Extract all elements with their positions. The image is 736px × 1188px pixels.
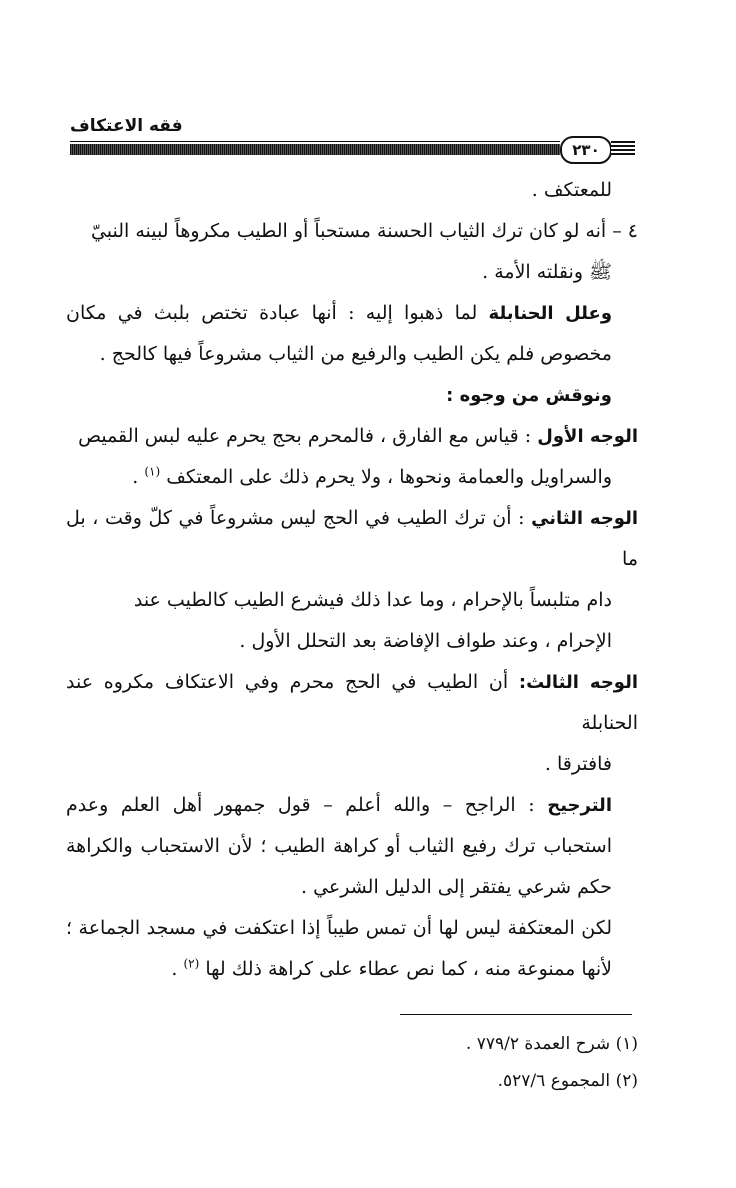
aspect-2-cont-2: الإحرام ، وعند طواف الإفاضة بعد التحلل الأول . xyxy=(239,630,612,652)
aspect-1-text: : قياس مع الفارق ، فالمحرم بحج يحرم عليه لبس القميص xyxy=(78,425,538,447)
aspect-1 xyxy=(66,416,638,498)
footnote-2-num: (٢) xyxy=(615,1071,638,1091)
aspect-2 xyxy=(66,498,638,662)
aspect-3-cont: فافترقا . xyxy=(544,753,612,775)
running-header-title: فقه الاعتكاف xyxy=(70,116,183,136)
header-rule-thin xyxy=(70,141,560,142)
footnote-1-text: شرح العمدة ٧٧٩/٢ . xyxy=(465,1034,611,1054)
preponderance-label: الترجيح xyxy=(547,795,612,816)
page-number-badge xyxy=(560,136,612,164)
last-paragraph xyxy=(66,908,638,990)
aspect-3-label: الوجه الثالث: xyxy=(518,672,639,693)
aspect-1-cont xyxy=(132,466,638,488)
footnote-2 xyxy=(66,1063,638,1100)
paragraph-hanabila xyxy=(66,293,638,375)
header-rule xyxy=(70,144,560,155)
aspect-3 xyxy=(66,662,638,785)
objections-heading-text: ونوقش من وجوه : xyxy=(446,385,612,406)
footnotes xyxy=(66,1026,638,1100)
preponderance xyxy=(66,785,638,908)
header-rule-end xyxy=(611,141,635,155)
footnote-ref-2[interactable]: (٢) xyxy=(183,956,200,971)
aspect-1-end: . xyxy=(132,466,145,488)
aspect-2-label: الوجه الثاني xyxy=(531,508,639,529)
last-paragraph-text: لكن المعتكفة ليس لها أن تمس طيباً إذا اعتكفت في مسجد الجماعة ؛ لأنها ممنوعة منه ، كما نص عطاء على كراهة ذلك لها xyxy=(66,917,612,980)
footnote-1-num: (١) xyxy=(615,1034,638,1054)
hanabila-text: لما ذهبوا إليه : أنها عبادة تختص بلبث في مكان مخصوص فلم يكن الطيب والرفيع من الثياب مشروعاً فيها كالحج . xyxy=(66,302,612,365)
main-text xyxy=(66,170,638,990)
objections-heading xyxy=(66,375,638,416)
aspect-3-text: أن الطيب في الحج محرم وفي الاعتكاف مكروه عند الحنابلة xyxy=(66,671,638,734)
footnote-1 xyxy=(66,1026,638,1063)
point-4-line-1: ٤ – أنه لو كان ترك الثياب الحسنة مستحباً أو الطيب مكروهاً لبينه النبيّ xyxy=(90,220,638,242)
aspect-1-cont-text: والسراويل والعمامة ونحوها ، ولا يحرم ذلك على المعتكف xyxy=(166,466,612,488)
page-number: ٢٣٠ xyxy=(572,141,600,159)
footnote-separator xyxy=(400,1014,632,1015)
footnote-ref-1[interactable]: (١) xyxy=(144,464,161,479)
paragraph-1: للمعتكف . xyxy=(531,179,612,201)
aspect-2-cont-1: دام متلبساً بالإحرام ، وما عدا ذلك فيشرع الطيب كالطيب عند xyxy=(133,589,612,611)
hanabila-heading: وعلل الحنابلة xyxy=(488,303,613,324)
aspect-2-text: : أن ترك الطيب في الحج ليس مشروعاً في كلّ وقت ، بل ما xyxy=(66,507,638,570)
last-paragraph-end: . xyxy=(171,958,184,980)
paragraph-point-4 xyxy=(66,211,638,293)
footnote-2-text: المجموع ٥٢٧/٦. xyxy=(497,1071,611,1091)
preponderance-text: : الراجح – والله أعلم – قول جمهور أهل العلم وعدم استحباب ترك رفيع الثياب أو كراهة الطيب ؛ لأن الاستحباب والكراهة حكم شرعي يفتقر إلى الدليل الشرعي . xyxy=(66,794,612,898)
aspect-1-label: الوجه الأول xyxy=(537,426,638,447)
point-4-line-2: ﷺ ونقلته الأمة . xyxy=(482,261,612,283)
